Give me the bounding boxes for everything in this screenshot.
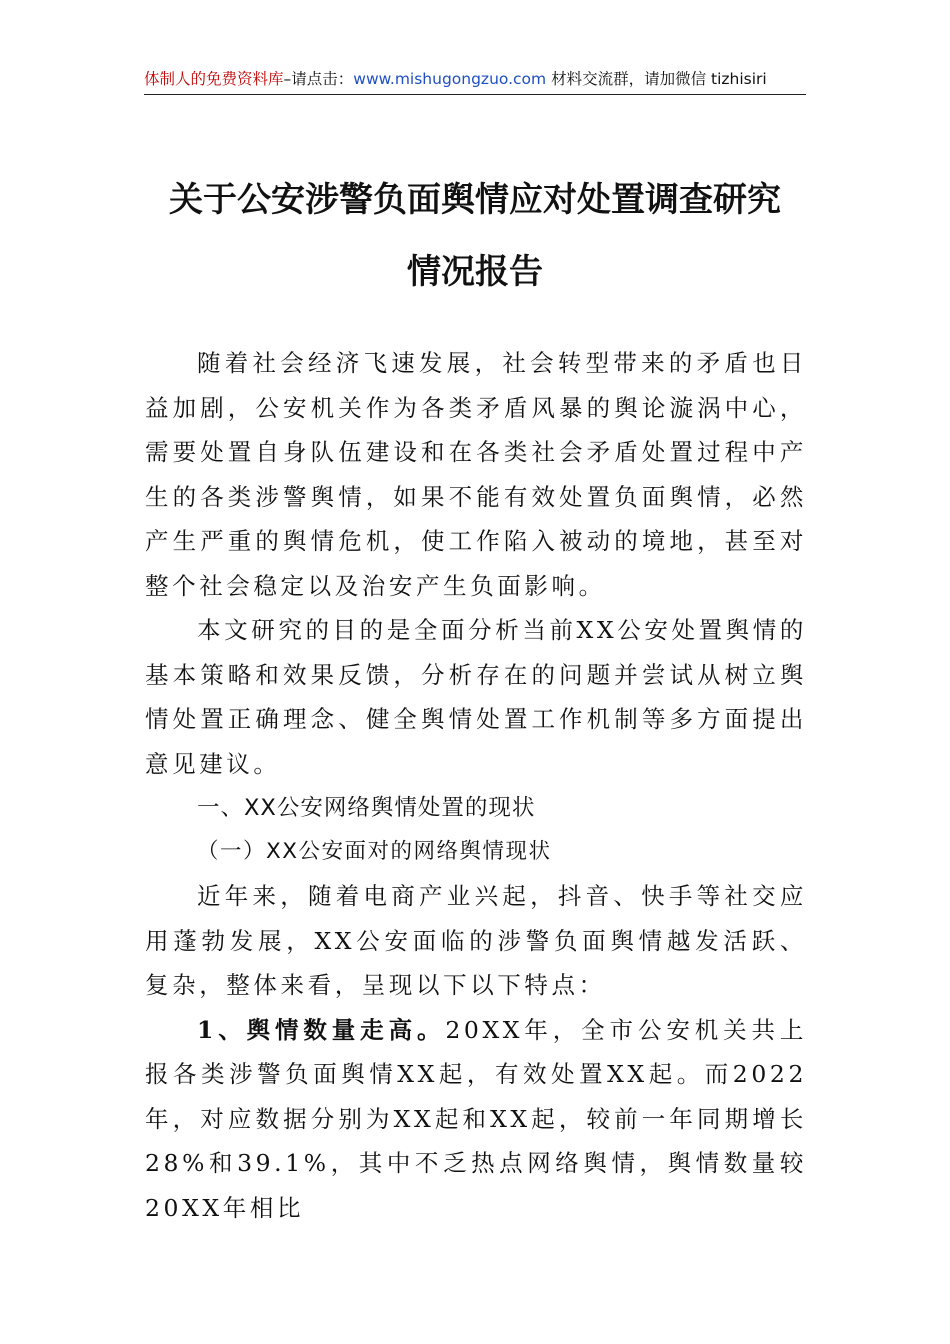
- paragraph-status: 近年来，随着电商产业兴起，抖音、快手等社交应用蓬勃发展，XX公安面临的涉警负面舆情越发活跃、复杂，整体来看，呈现以下以下特点：: [145, 882, 807, 999]
- subsection-heading-1: （一）XX公安面对的网络舆情现状: [197, 839, 552, 864]
- paragraph-point-1: [145, 1008, 807, 1231]
- point-1-text: 20XX年，全市公安机关共上报各类涉警负面舆情XX起，有效处置XX起。而2022年，对应数据分别为XX起和XX起，较前一年同期增长28%和39.1%，其中不乏热点网络舆情，舆情数量较20XX年相比: [145, 1015, 807, 1222]
- document-body: [145, 341, 807, 1230]
- point-1-heading: 1、舆情数量走高。: [197, 1015, 446, 1044]
- document-title-line1: 关于公安涉警负面舆情应对处置调查研究: [169, 180, 781, 220]
- website-link[interactable]: www.mishugongzuo.com: [353, 70, 547, 88]
- contact-text: 材料交流群，请加微信 tizhisiri: [546, 70, 767, 88]
- paragraph-intro: 随着社会经济飞速发展，社会转型带来的矛盾也日益加剧，公安机关作为各类矛盾风暴的舆论漩涡中心，需要处置自身队伍建设和在各类社会矛盾处置过程中产生的各类涉警舆情，如果不能有效处置负面舆情，必然产生严重的舆情危机，使工作陷入被动的境地，甚至对整个社会稳定以及治安产生负面影响。: [145, 349, 807, 600]
- section-heading-1: 一、XX公安网络舆情处置的现状: [197, 795, 536, 821]
- page-header: [144, 64, 806, 95]
- document-title-line2: 情况报告: [407, 252, 543, 292]
- paragraph-purpose: 本文研究的目的是全面分析当前XX公安处置舆情的基本策略和效果反馈，分析存在的问题并尝试从树立舆情处置正确理念、健全舆情处置工作机制等多方面提出意见建议。: [145, 616, 807, 778]
- click-prompt: –请点击：: [283, 70, 354, 88]
- library-name: 体制人的免费资料库: [144, 70, 284, 88]
